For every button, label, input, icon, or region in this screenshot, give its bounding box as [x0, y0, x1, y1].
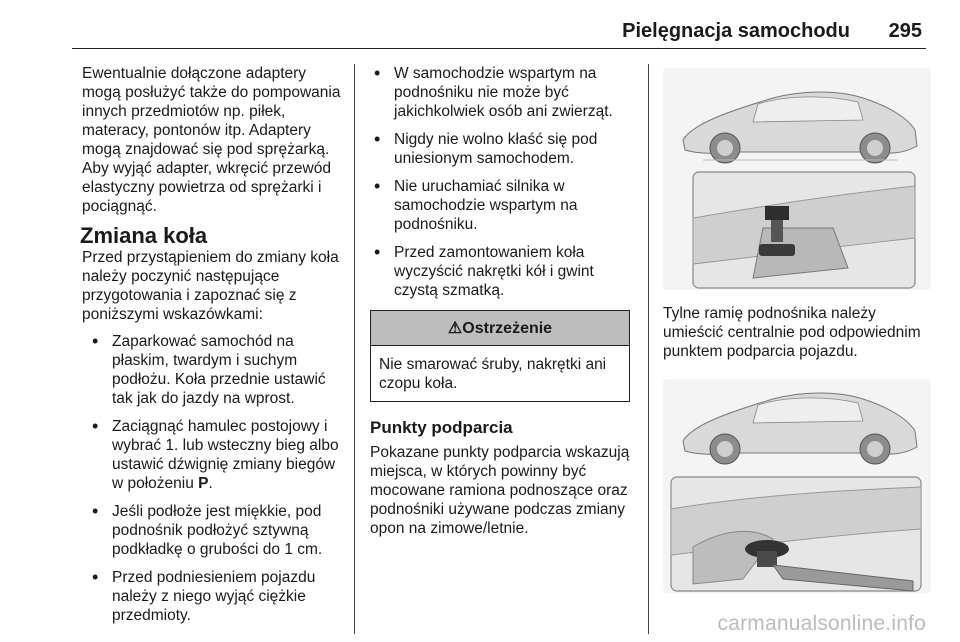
warning-header [371, 311, 629, 346]
warning-box [370, 310, 630, 402]
list-item: • Nigdy nie wolno kłaść się pod uniesionym samochodem. [370, 130, 636, 168]
header-rule [72, 48, 926, 49]
list-item: • Nie uruchamiać silnika w samochodzie wspartym na podnośniku. [370, 177, 636, 234]
list-item: • Przed zamontowaniem koła wyczyścić nakrętki kół i gwint czystą szmatką. [370, 243, 636, 300]
list-item: • Jeśli podłoże jest miękkie, pod podnośnik podłożyć sztywną podkładkę o grubości do 1 cm. [88, 502, 344, 559]
lead-paragraph: Przed przystąpieniem do zmiany koła należy poczynić następujące przygotowania i zapoznać się z poniższymi wskazówkami: [82, 249, 339, 323]
column-middle [370, 64, 636, 548]
car-jack-illustration-2 [663, 379, 931, 593]
illustration-rear-jack-point [663, 68, 931, 290]
gear-position: P [198, 475, 209, 492]
intro-paragraph: Ewentualnie dołączone adaptery mogą posłużyć także do pompowania innych przedmiotów np. piłek, materacy, pontonów itp. Adaptery mogą znajdować się pod sprężarką. Aby wyjąć adapter, wkręcić przewód elastyczny powietrza od sprężarki i pociągnąć. [82, 65, 341, 215]
watermark: carmanualsonline.info [717, 612, 926, 635]
warning-text: Nie smarować śruby, nakrętki ani czopu koła. [379, 356, 607, 392]
list-item: • Przed podniesieniem pojazdu należy z niego wyjąć ciężkie przedmioty. [88, 568, 344, 625]
safety-list [370, 64, 636, 300]
column-divider-1 [354, 64, 355, 634]
section-heading-support-points: Punkty podparcia [370, 418, 513, 437]
page-header [0, 0, 960, 48]
list-item: • Zaciągnąć hamulec postojowy i wybrać 1. lub wsteczny bieg albo ustawić dźwignię zmiany biegów w położeniu P. [88, 417, 344, 493]
illustration-front-jack-point [663, 379, 931, 593]
list-item: • W samochodzie wspartym na podnośniku nie może być jakichkolwiek osób ani zwierząt. [370, 64, 636, 121]
column-left [82, 64, 344, 634]
warning-title: Ostrzeżenie [462, 320, 553, 337]
column-divider-2 [648, 64, 649, 634]
figure-caption: Tylne ramię podnośnika należy umieścić centralnie pod odpowiednim punktem podparcia pojazdu. [663, 305, 921, 360]
column-right [663, 64, 935, 593]
page-title: Pielęgnacja samochodu [622, 20, 850, 42]
list-item: • Zaparkować samochód na płaskim, twardym i suchym podłożu. Koła przednie ustawić tak jak do jazdy na wprost. [88, 332, 344, 408]
preparation-list [88, 332, 344, 625]
car-jack-illustration-1 [663, 68, 931, 290]
page-number: 295 [888, 20, 922, 42]
support-points-paragraph: Pokazane punkty podparcia wskazują miejsca, w których powinny być mocowane ramiona podnoszące oraz podnośniki używane podczas zmiany opon na zimowe/letnie. [370, 444, 630, 537]
warning-icon: ⚠ [447, 320, 463, 337]
section-heading-wheel-change: Zmiana koła [80, 223, 208, 248]
list-item-text: Zaciągnąć hamulec postojowy i wybrać 1. lub wsteczny bieg albo ustawić dźwignię zmiany biegów w położeniu [112, 418, 339, 492]
